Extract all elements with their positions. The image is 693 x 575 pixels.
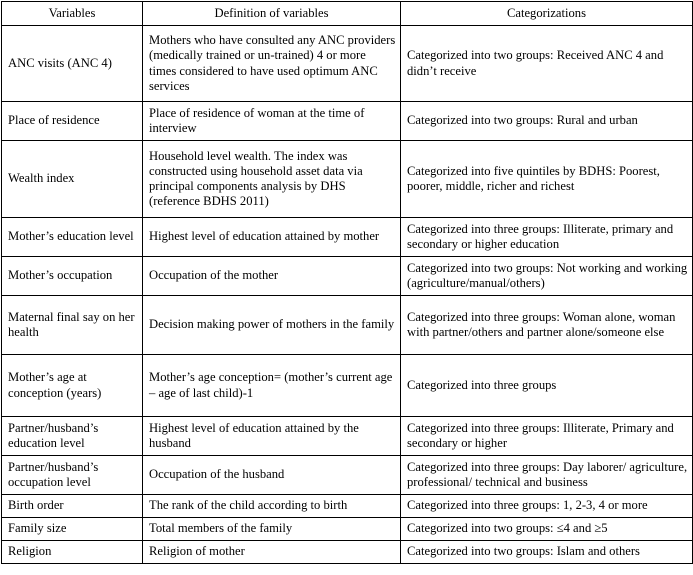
table-row (2, 296, 693, 355)
categorization-cell: Categorized into three groups: Illiterate, Primary and secondary or higher (401, 417, 693, 456)
categorization-cell: Categorized into two groups: Not working and working (agriculture/manual/others) (401, 257, 693, 296)
table-row (2, 218, 693, 257)
variable-cell: Partner/husband’s education level (2, 417, 143, 456)
table-row (2, 417, 693, 456)
header-categorizations: Categorizations (401, 2, 693, 26)
table-row (2, 355, 693, 417)
table-row (2, 26, 693, 102)
variable-cell: Religion (2, 541, 143, 564)
variable-cell: Mother’s education level (2, 218, 143, 257)
definition-cell: Household level wealth. The index was constructed using household asset data via principal components analysis by DHS (reference BDHS 2011) (143, 141, 401, 218)
header-variables: Variables (2, 2, 143, 26)
definition-cell: Decision making power of mothers in the family (143, 296, 401, 355)
table-row (2, 456, 693, 495)
table-row (2, 257, 693, 296)
variable-cell: Place of residence (2, 102, 143, 141)
definition-cell: Highest level of education attained by the husband (143, 417, 401, 456)
categorization-cell: Categorized into three groups: Day laborer/ agriculture, professional/ technical and business (401, 456, 693, 495)
header-definition: Definition of variables (143, 2, 401, 26)
variable-cell: Maternal final say on her health (2, 296, 143, 355)
table-row (2, 518, 693, 541)
categorization-cell: Categorized into three groups: Illiterate, primary and secondary or higher education (401, 218, 693, 257)
categorization-cell: Categorized into two groups: Received ANC 4 and didn’t receive (401, 26, 693, 102)
categorization-cell: Categorized into three groups (401, 355, 693, 417)
categorization-cell: Categorized into two groups: Islam and others (401, 541, 693, 564)
categorization-cell: Categorized into three groups: 1, 2-3, 4 or more (401, 495, 693, 518)
variable-cell: Family size (2, 518, 143, 541)
categorization-cell: Categorized into two groups: ≤4 and ≥5 (401, 518, 693, 541)
table-row (2, 541, 693, 564)
variable-cell: Wealth index (2, 141, 143, 218)
categorization-cell: Categorized into three groups: Woman alone, woman with partner/others and partner alone/someone else (401, 296, 693, 355)
variables-table (1, 1, 693, 564)
variable-cell: Birth order (2, 495, 143, 518)
definition-cell: Religion of mother (143, 541, 401, 564)
definition-cell: Occupation of the husband (143, 456, 401, 495)
variable-cell: Partner/husband’s occupation level (2, 456, 143, 495)
table-row (2, 141, 693, 218)
definition-cell: Highest level of education attained by mother (143, 218, 401, 257)
categorization-cell: Categorized into two groups: Rural and urban (401, 102, 693, 141)
definition-cell: The rank of the child according to birth (143, 495, 401, 518)
table-row (2, 102, 693, 141)
definition-cell: Mothers who have consulted any ANC providers (medically trained or un-trained) 4 or more times considered to have used optimum ANC services (143, 26, 401, 102)
definition-cell: Total members of the family (143, 518, 401, 541)
definition-cell: Mother’s age conception= (mother’s current age – age of last child)-1 (143, 355, 401, 417)
table-row (2, 495, 693, 518)
variable-cell: ANC visits (ANC 4) (2, 26, 143, 102)
table-header-row (2, 2, 693, 26)
variable-cell: Mother’s age at conception (years) (2, 355, 143, 417)
definition-cell: Occupation of the mother (143, 257, 401, 296)
categorization-cell: Categorized into five quintiles by BDHS: Poorest, poorer, middle, richer and richest (401, 141, 693, 218)
variable-cell: Mother’s occupation (2, 257, 143, 296)
definition-cell: Place of residence of woman at the time of interview (143, 102, 401, 141)
